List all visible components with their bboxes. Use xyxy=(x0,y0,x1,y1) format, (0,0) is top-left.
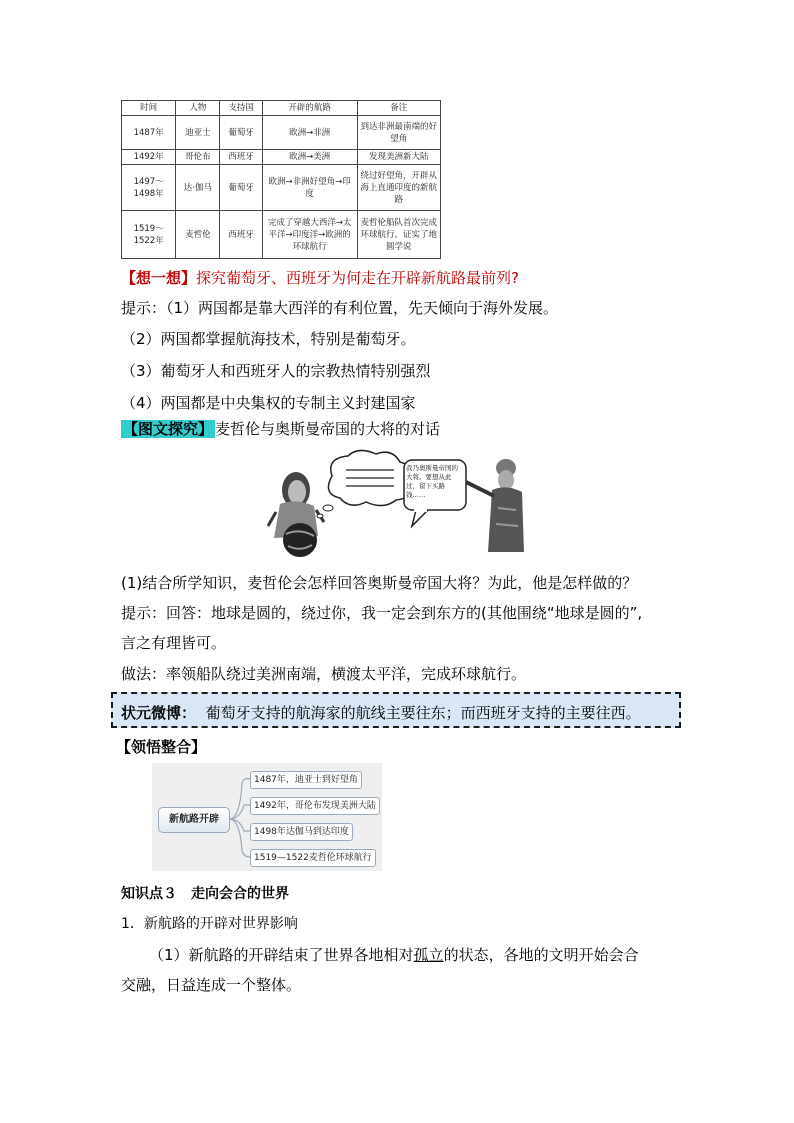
explore-title: 麦哲伦与奥斯曼帝国的大将的对话 xyxy=(215,420,441,438)
think-question-line xyxy=(121,268,519,288)
mind-map-leaf: 1487年，迪亚士到好望角 xyxy=(250,771,362,789)
think-point-3: （3）葡萄牙人和西班牙人的宗教热情特别强烈 xyxy=(121,362,431,380)
mind-map-leaf: 1492年，哥伦布发现美洲大陆 xyxy=(250,797,380,815)
kp3-subheading: 1．新航路的开辟对世界影响 xyxy=(121,916,298,932)
explore-hint-2: 言之有理皆可。 xyxy=(121,634,227,652)
cell-country: 西班牙 xyxy=(220,150,262,165)
cell-person: 麦哲伦 xyxy=(176,211,220,259)
cell-route: 完成了穿越大西洋→太平洋→印度洋→欧洲的环球航行 xyxy=(262,211,357,259)
table-row xyxy=(122,211,441,259)
mind-map-leaf: 1498年达伽马到达印度 xyxy=(250,823,353,841)
cell-person: 迪亚士 xyxy=(176,116,220,150)
cell-note: 绕过好望角，开辟从海上直通印度的新航路 xyxy=(357,165,440,211)
col-person: 人物 xyxy=(176,101,220,116)
think-question: 探究葡萄牙、西班牙为何走在开辟新航路最前列? xyxy=(196,269,519,287)
cell-time: 1519～1522年 xyxy=(122,211,176,259)
callout-text-line xyxy=(121,702,641,723)
callout-label: 状元微博： xyxy=(121,704,197,722)
cell-route: 欧洲→非洲好望角→印度 xyxy=(262,165,357,211)
table-row xyxy=(122,150,441,165)
kp3-text: （1）新航路的开辟结束了世界各地相对 xyxy=(149,946,414,964)
think-point-2: （2）两国都掌握航海技术，特别是葡萄牙。 xyxy=(121,330,416,348)
table-row xyxy=(122,116,441,150)
explore-question-1: (1)结合所学知识，麦哲伦会怎样回答奥斯曼帝国大将？为此，他是怎样做的？ xyxy=(121,574,638,592)
col-country: 支持国 xyxy=(220,101,262,116)
cell-person: 哥伦布 xyxy=(176,150,220,165)
think-hint: 提示：（1）两国都是靠大西洋的有利位置，先天倾向于海外发展。 xyxy=(121,299,559,317)
summary-tag: 【领悟整合】 xyxy=(116,738,207,756)
mind-map-root: 新航路开辟 xyxy=(158,807,230,833)
explore-title-line xyxy=(121,419,440,439)
magellan-ottoman-illustration xyxy=(266,448,526,558)
magellan-figure xyxy=(268,472,324,557)
mind-map xyxy=(152,763,382,871)
explore-tag: 【图文探究】 xyxy=(123,420,214,438)
table-row xyxy=(122,165,441,211)
kp3-paragraph-line-1 xyxy=(149,945,639,965)
cell-time: 1487年 xyxy=(122,116,176,150)
cell-country: 葡萄牙 xyxy=(220,116,262,150)
cell-route: 欧洲→美洲 xyxy=(262,150,357,165)
kp3-heading: 知识点３ 走向会合的世界 xyxy=(121,886,289,902)
mind-map-leaf: 1519—1522麦哲伦环球航行 xyxy=(250,849,376,867)
explore-method: 做法：率领船队绕过美洲南端，横渡太平洋，完成环球航行。 xyxy=(121,665,527,683)
kp3-paragraph-line-2: 交融，日益连成一个整体。 xyxy=(121,976,302,994)
thought-cloud xyxy=(317,450,411,518)
cell-country: 葡萄牙 xyxy=(220,165,262,211)
col-note: 备注 xyxy=(357,101,440,116)
think-tag: 【想一想】 xyxy=(121,269,197,287)
explore-hint-1: 提示：回答：地球是圆的，绕过你，我一定会到东方的(其他围绕“地球是圆的”, xyxy=(121,604,643,622)
col-route: 开辟的航路 xyxy=(262,101,357,116)
cell-time: 1497～1498年 xyxy=(122,165,176,211)
cell-time: 1492年 xyxy=(122,150,176,165)
dialogue-illustration xyxy=(266,448,526,558)
cell-route: 欧洲→非洲 xyxy=(262,116,357,150)
speech-bubble-text: 我乃奥斯曼帝国的大将。要想从此过，留下买路钱…… xyxy=(406,464,458,499)
callout-text: 葡萄牙支持的航海家的航线主要往东；而西班牙支持的主要往西。 xyxy=(205,704,641,722)
cell-note: 麦哲伦船队首次完成环球航行，证实了地圆学说 xyxy=(357,211,440,259)
cell-person: 达·伽马 xyxy=(176,165,220,211)
ottoman-general-figure xyxy=(466,459,524,552)
kp3-underlined-term: 孤立 xyxy=(413,946,444,964)
col-time: 时间 xyxy=(122,101,176,116)
think-point-4: （4）两国都是中央集权的专制主义封建国家 xyxy=(121,394,416,412)
cell-note: 发现美洲新大陆 xyxy=(357,150,440,165)
champion-weibo-callout xyxy=(111,692,681,728)
voyage-table xyxy=(121,100,441,259)
cell-note: 到达非洲最南端的好望角 xyxy=(357,116,440,150)
cell-country: 西班牙 xyxy=(220,211,262,259)
kp3-text: 的状态，各地的文明开始会合 xyxy=(443,946,639,964)
